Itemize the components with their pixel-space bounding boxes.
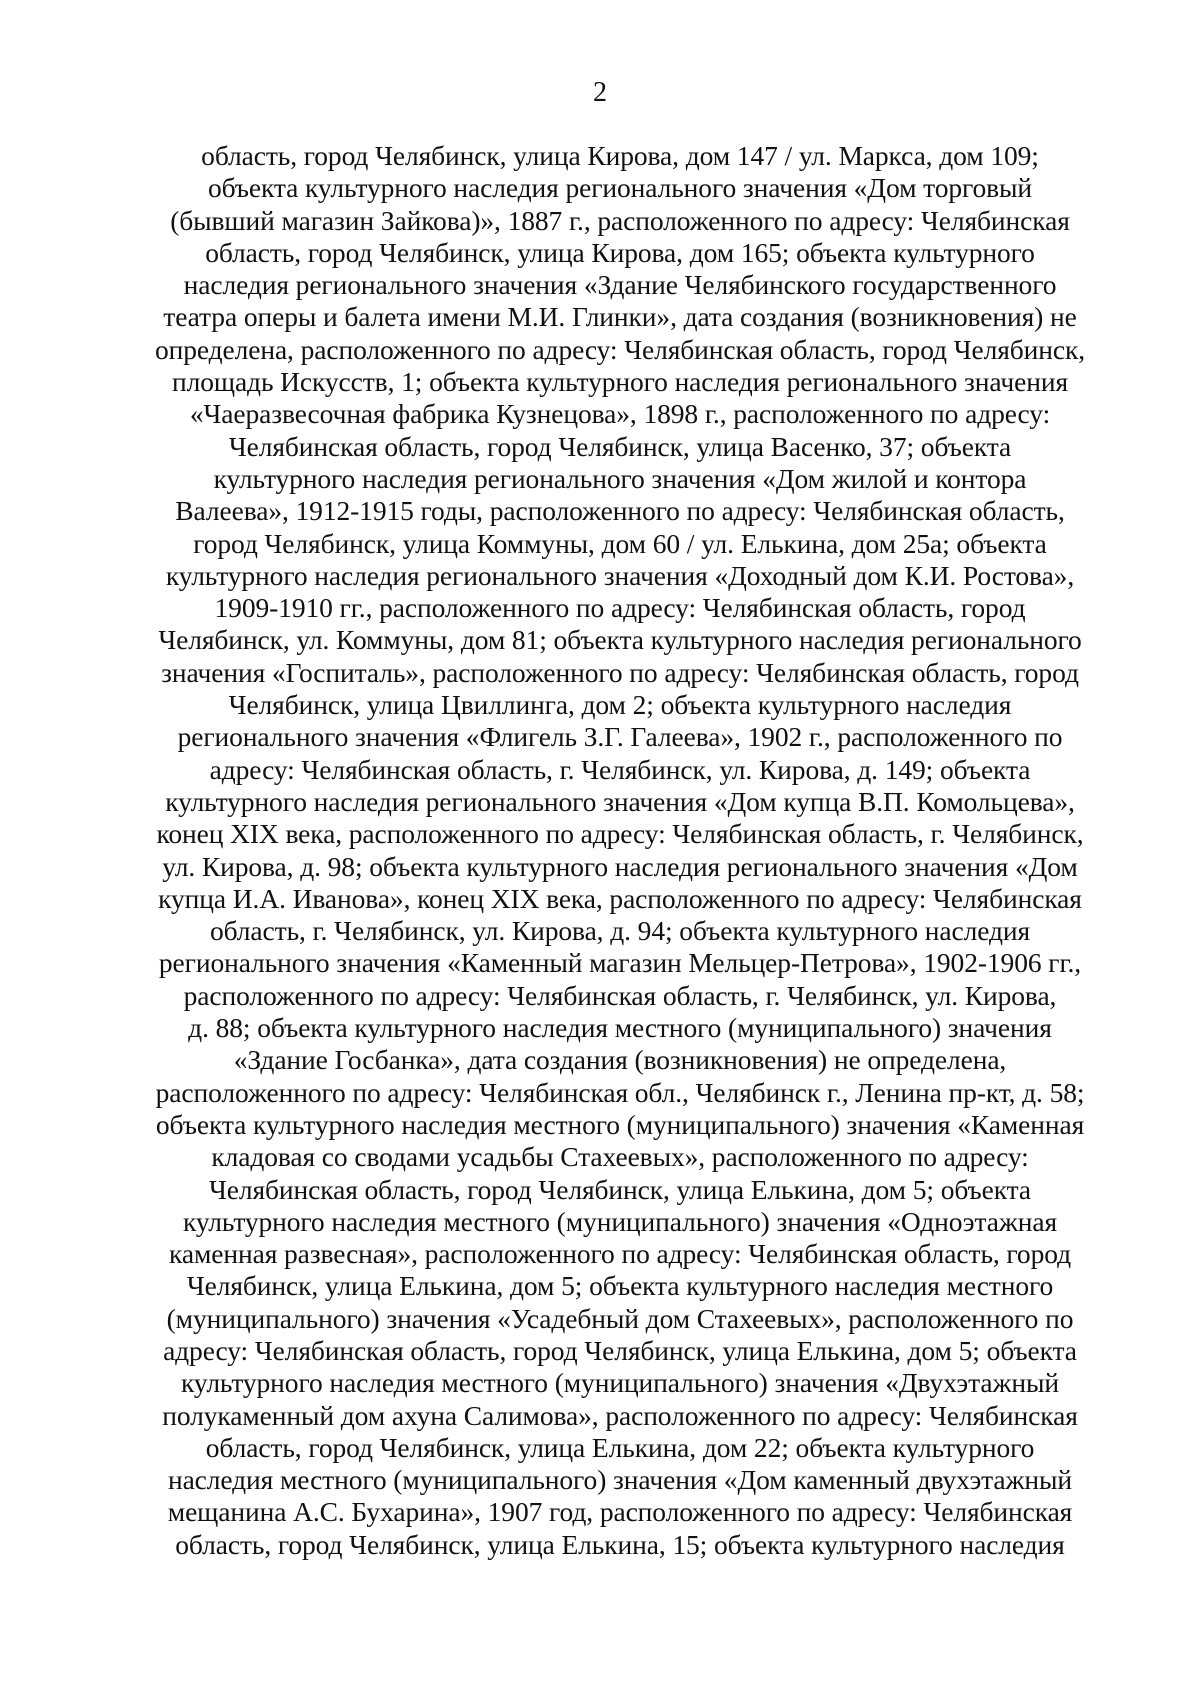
text-line: объекта культурного наследия местного (муниципального) значения «Каменная xyxy=(155,1108,1085,1140)
text-line: культурного наследия местного (муниципального) значения «Двухэтажный xyxy=(181,1367,1059,1399)
text-line: площадь Искусств, 1; объекта культурного наследия регионального значения xyxy=(171,366,1069,398)
text-line: культурного наследия регионального значения «Доходный дом К.И. Ростова», xyxy=(165,559,1075,591)
document-body-text xyxy=(130,140,1110,1561)
text-line: наследия регионального значения «Здание Челябинского государственного xyxy=(183,269,1057,301)
text-line: полукаменный дом ахуна Салимова», расположенного по адресу: Челябинская xyxy=(162,1399,1078,1431)
text-line: расположенного по адресу: Челябинская область, г. Челябинск, ул. Кирова, xyxy=(183,979,1057,1011)
text-line: кладовая со сводами усадьбы Стахеевых», расположенного по адресу: xyxy=(211,1141,1029,1173)
text-line: 1909-1910 гг., расположенного по адресу: Челябинская область, город xyxy=(214,592,1026,624)
text-line: каменная развесная», расположенного по адресу: Челябинская область, город xyxy=(169,1238,1071,1270)
text-line: определена, расположенного по адресу: Челябинская область, город Челябинск, xyxy=(154,333,1086,365)
text-line: город Челябинск, улица Коммуны, дом 60 / ул. Елькина, дом 25а; объекта xyxy=(193,527,1047,559)
text-line: область, город Челябинск, улица Кирова, дом 165; объекта культурного xyxy=(205,236,1035,268)
text-line: «Здание Госбанка», дата создания (возникновения) не определена, xyxy=(233,1044,1007,1076)
text-line: Валеева», 1912-1915 годы, расположенного по адресу: Челябинская область, xyxy=(175,495,1065,527)
text-line: объекта культурного наследия регионального значения «Дом торговый xyxy=(207,172,1033,204)
text-line: регионального значения «Флигель З.Г. Галеева», 1902 г., расположенного по xyxy=(177,721,1063,753)
text-line: область, город Челябинск, улица Елькина, 15; объекта культурного наследия xyxy=(175,1528,1065,1560)
text-line: наследия местного (муниципального) значения «Дом каменный двухэтажный xyxy=(167,1464,1073,1496)
text-line: театра оперы и балета имени М.И. Глинки», дата создания (возникновения) не xyxy=(163,301,1077,333)
text-line: область, город Челябинск, улица Кирова, дом 147 / ул. Маркса, дом 109; xyxy=(201,140,1039,171)
text-line: конец XIX века, расположенного по адресу: Челябинская область, г. Челябинск, xyxy=(156,818,1084,850)
text-line: расположенного по адресу: Челябинская обл., Челябинск г., Ленина пр-кт, д. 58; xyxy=(155,1076,1085,1108)
text-line: область, г. Челябинск, ул. Кирова, д. 94; объекта культурного наследия xyxy=(209,915,1031,947)
text-line: Челябинская область, город Челябинск, улица Васенко, 37; объекта xyxy=(228,430,1012,462)
text-line: культурного наследия регионального значения «Дом жилой и контора xyxy=(213,462,1027,494)
text-line: Челябинская область, город Челябинск, улица Елькина, дом 5; объекта xyxy=(208,1173,1032,1205)
text-line: Челябинск, улица Цвиллинга, дом 2; объекта культурного наследия xyxy=(228,689,1012,721)
text-line: Челябинск, ул. Коммуны, дом 81; объекта культурного наследия регионального xyxy=(158,624,1082,656)
text-line: регионального значения «Каменный магазин Мельцер-Петрова», 1902-1906 гг., xyxy=(158,947,1082,979)
text-line: «Чаеразвесочная фабрика Кузнецова», 1898 г., расположенного по адресу: xyxy=(189,398,1051,430)
text-line: (муниципального) значения «Усадебный дом Стахеевых», расположенного по xyxy=(166,1302,1074,1334)
text-line: мещанина А.С. Бухарина», 1907 год, расположенного по адресу: Челябинская xyxy=(167,1496,1073,1528)
text-line: д. 88; объекта культурного наследия местного (муниципального) значения xyxy=(188,1012,1052,1044)
text-line: адресу: Челябинская область, город Челябинск, улица Елькина, дом 5; объекта xyxy=(163,1334,1077,1366)
text-line: купца И.А. Иванова», конец XIX века, расположенного по адресу: Челябинская xyxy=(158,882,1082,914)
text-line: культурного наследия регионального значения «Дом купца В.П. Комольцева», xyxy=(165,785,1075,817)
text-line: ул. Кирова, д. 98; объекта культурного наследия регионального значения «Дом xyxy=(162,850,1078,882)
text-line: (бывший магазин Зайкова)», 1887 г., расположенного по адресу: Челябинская xyxy=(170,204,1070,236)
text-line: адресу: Челябинская область, г. Челябинск, ул. Кирова, д. 149; объекта xyxy=(209,753,1031,785)
text-line: значения «Госпиталь», расположенного по адресу: Челябинская область, город xyxy=(161,656,1079,688)
page-number: 2 xyxy=(593,77,607,108)
text-line: культурного наследия местного (муниципального) значения «Одноэтажная xyxy=(182,1205,1057,1237)
text-line: область, город Челябинск, улица Елькина, дом 22; объекта культурного xyxy=(205,1431,1035,1463)
text-line: Челябинск, улица Елькина, дом 5; объекта культурного наследия местного xyxy=(186,1270,1054,1302)
